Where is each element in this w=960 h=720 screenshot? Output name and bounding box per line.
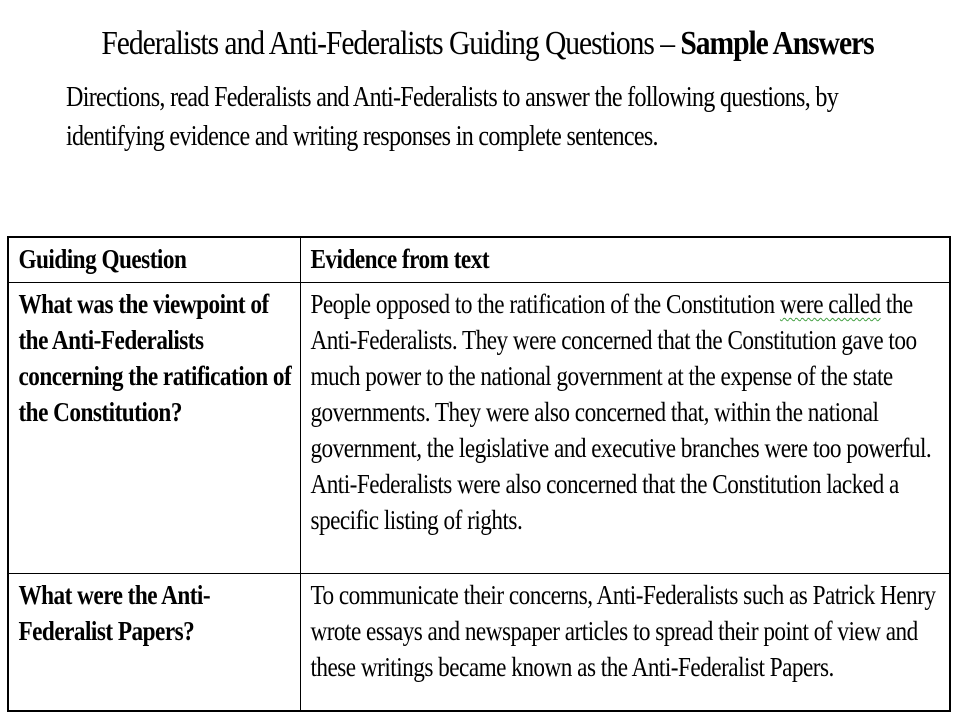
- answer-text-segment: People opposed to the ratification of the Constitution: [309, 289, 780, 319]
- question-line: Federalist Papers?: [18, 616, 195, 646]
- answer-line: governments. They were also concerned that, within the national: [309, 397, 878, 427]
- answer-line: To communicate their concerns, Anti-Federalists such as Patrick Henry: [309, 580, 935, 610]
- answer-line: Anti-Federalists. They were concerned that the Constitution gave too: [309, 325, 917, 355]
- answer-line: government, the legislative and executive branches were too powerful.: [309, 433, 931, 463]
- question-line: the Constitution?: [18, 397, 182, 427]
- table-header-row: [8, 237, 950, 283]
- question-line: What was the viewpoint of: [18, 289, 269, 319]
- header-evidence-from-text: Evidence from text: [309, 244, 489, 274]
- directions-line-1: Directions, read Federalists and Anti-Federalists to answer the following questions, by: [66, 82, 839, 113]
- question-line: What were the Anti-: [18, 580, 211, 610]
- answer-line: wrote essays and newspaper articles to spread their point of view and: [309, 616, 918, 646]
- header-guiding-question: Guiding Question: [18, 244, 187, 274]
- answer-cell: [300, 283, 950, 574]
- directions-text: [66, 78, 840, 156]
- answer-text-segment: the: [880, 289, 913, 319]
- answer-cell: [300, 574, 950, 712]
- answer-line: these writings became known as the Anti-Federalist Papers.: [309, 652, 834, 682]
- answer-line: specific listing of rights.: [309, 505, 522, 535]
- answer-text: [301, 574, 935, 685]
- question-line: concerning the ratification of: [18, 361, 292, 391]
- answer-line: [309, 286, 913, 322]
- title-plain: Federalists and Anti-Federalists Guiding Questions –: [101, 25, 681, 62]
- header-cell-guiding-question: [8, 237, 300, 283]
- grammar-flagged-phrase: were called: [779, 289, 881, 319]
- answer-line: Anti-Federalists were also concerned that the Constitution lacked a: [309, 469, 899, 499]
- question-cell: [8, 283, 300, 574]
- table-row: [8, 574, 950, 712]
- guiding-questions-table: [7, 236, 951, 712]
- answer-text: [301, 283, 931, 538]
- title-bold: Sample Answers: [680, 25, 874, 62]
- question-text: [9, 283, 292, 430]
- table-row: [8, 283, 950, 574]
- header-cell-evidence: [300, 237, 950, 283]
- directions-line-2: identifying evidence and writing responses in complete sentences.: [66, 121, 658, 152]
- document-title: [63, 22, 911, 66]
- answer-line: much power to the national government at the expense of the state: [309, 361, 893, 391]
- question-text: [9, 574, 259, 649]
- question-line: the Anti-Federalists: [18, 325, 204, 355]
- question-cell: [8, 574, 300, 712]
